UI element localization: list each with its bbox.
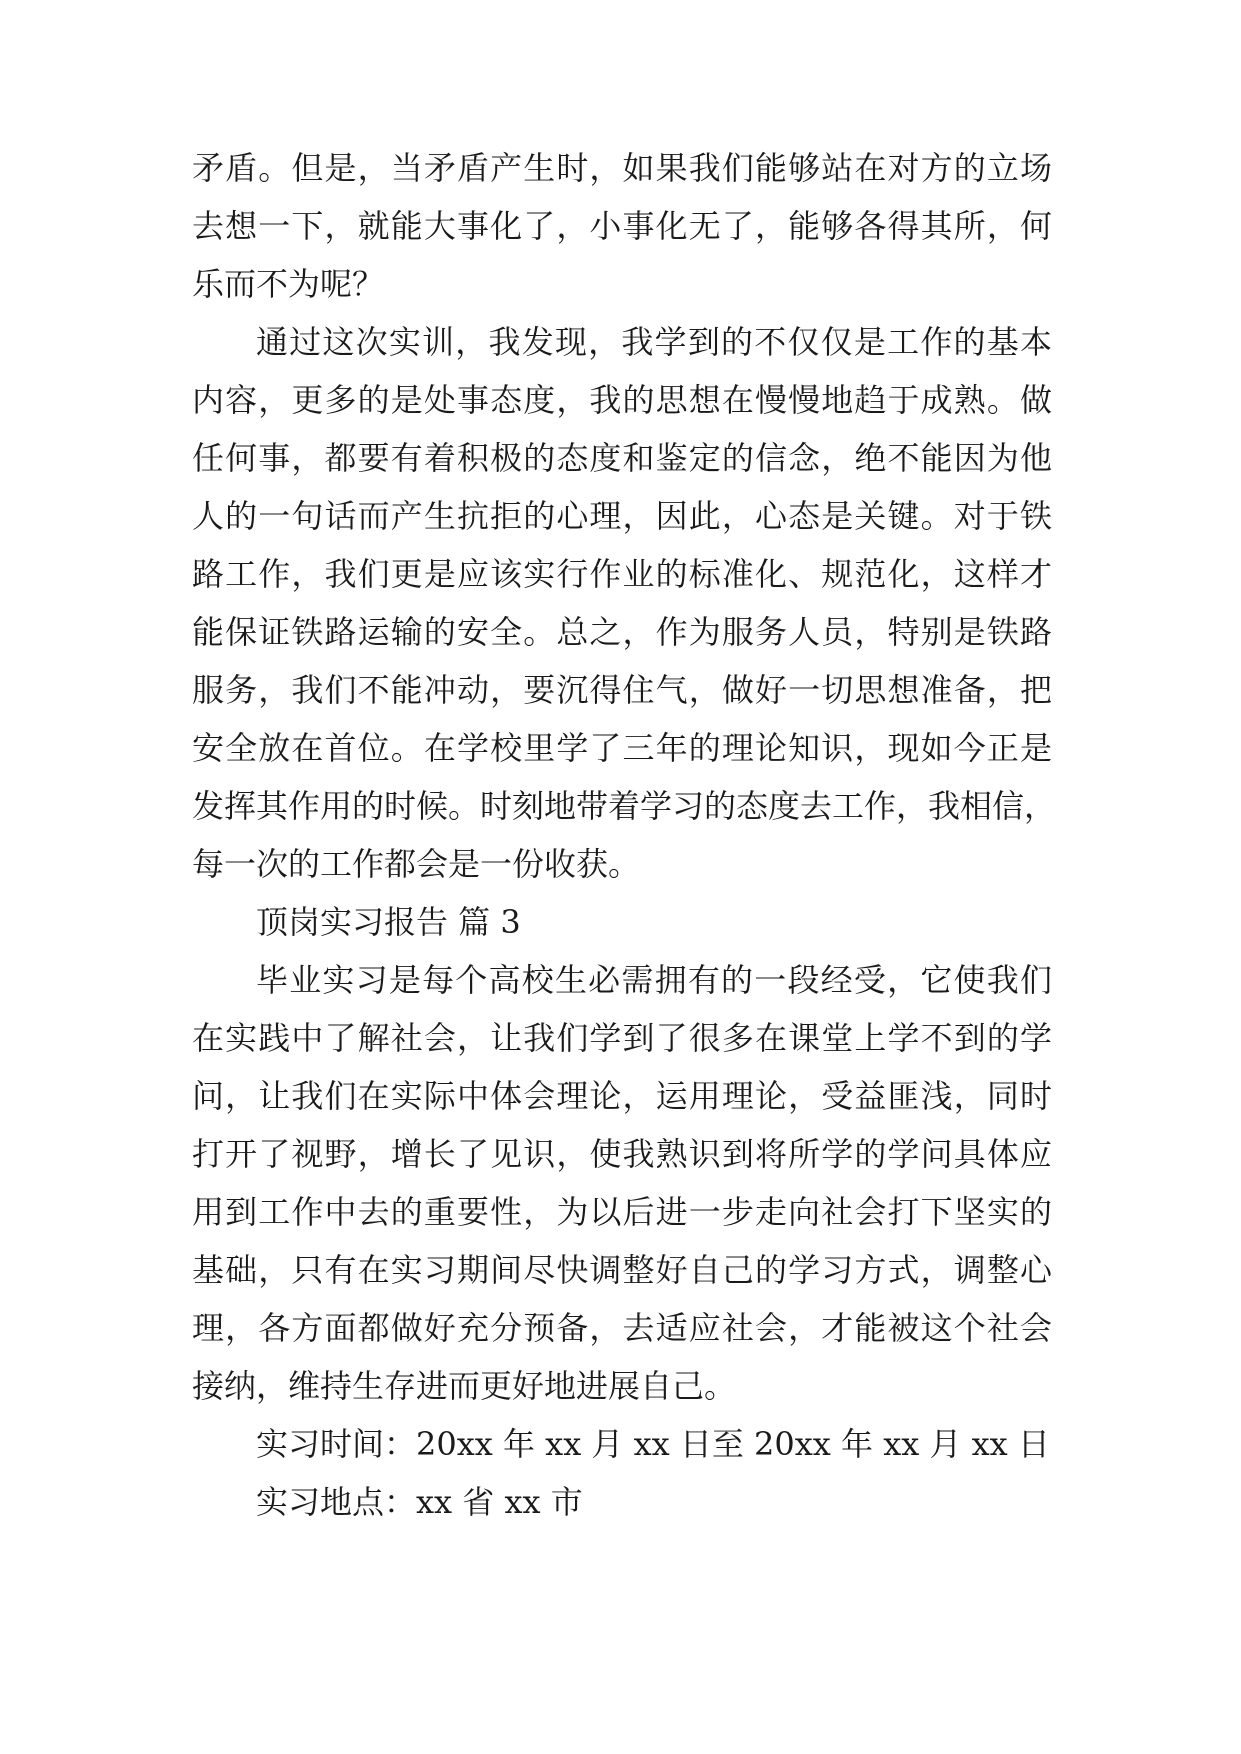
text-line: 打开了视野，增长了见识，使我熟识到将所学的学问具体应 bbox=[192, 1135, 1052, 1173]
text-line: 问，让我们在实际中体会理论，运用理论，受益匪浅，同时 bbox=[192, 1077, 1052, 1115]
text-line: 服务，我们不能冲动，要沉得住气，做好一切思想准备，把 bbox=[192, 671, 1052, 709]
text-line: 通过这次实训，我发现，我学到的不仅仅是工作的基本 bbox=[256, 323, 1052, 361]
section-heading: 顶岗实习报告 篇 3 bbox=[256, 903, 521, 941]
text-line: 去想一下，就能大事化了，小事化无了，能够各得其所，何 bbox=[192, 207, 1052, 245]
text-line: 基础，只有在实习期间尽快调整好自己的学习方式，调整心 bbox=[192, 1251, 1052, 1289]
text-line: 乐而不为呢？ bbox=[192, 265, 385, 303]
text-line: 矛盾。但是，当矛盾产生时，如果我们能够站在对方的立场 bbox=[192, 149, 1052, 187]
text-line: 每一次的工作都会是一份收获。 bbox=[192, 845, 641, 883]
text-line: 任何事，都要有着积极的态度和鉴定的信念，绝不能因为他 bbox=[192, 439, 1052, 477]
internship-location-line: 实习地点：xx 省 xx 市 bbox=[256, 1483, 583, 1521]
internship-time-line: 实习时间：20xx 年 xx 月 xx 日至 20xx 年 xx 月 xx 日 bbox=[256, 1425, 1050, 1463]
text-line: 发挥其作用的时候。时刻地带着学习的态度去工作，我相信， bbox=[192, 787, 1057, 825]
text-line: 用到工作中去的重要性，为以后进一步走向社会打下坚实的 bbox=[192, 1193, 1052, 1231]
text-line: 内容，更多的是处事态度，我的思想在慢慢地趋于成熟。做 bbox=[192, 381, 1052, 419]
text-line: 能保证铁路运输的安全。总之，作为服务人员，特别是铁路 bbox=[192, 613, 1052, 651]
text-line: 安全放在首位。在学校里学了三年的理论知识，现如今正是 bbox=[192, 729, 1052, 767]
text-line: 在实践中了解社会，让我们学到了很多在课堂上学不到的学 bbox=[192, 1019, 1052, 1057]
text-line: 接纳，维持生存进而更好地进展自己。 bbox=[192, 1367, 737, 1405]
text-line: 路工作，我们更是应该实行作业的标准化、规范化，这样才 bbox=[192, 555, 1052, 593]
text-line: 人的一句话而产生抗拒的心理，因此，心态是关键。对于铁 bbox=[192, 497, 1052, 535]
text-line: 毕业实习是每个高校生必需拥有的一段经受，它使我们 bbox=[256, 961, 1052, 999]
text-line: 理，各方面都做好充分预备，去适应社会，才能被这个社会 bbox=[192, 1309, 1052, 1347]
